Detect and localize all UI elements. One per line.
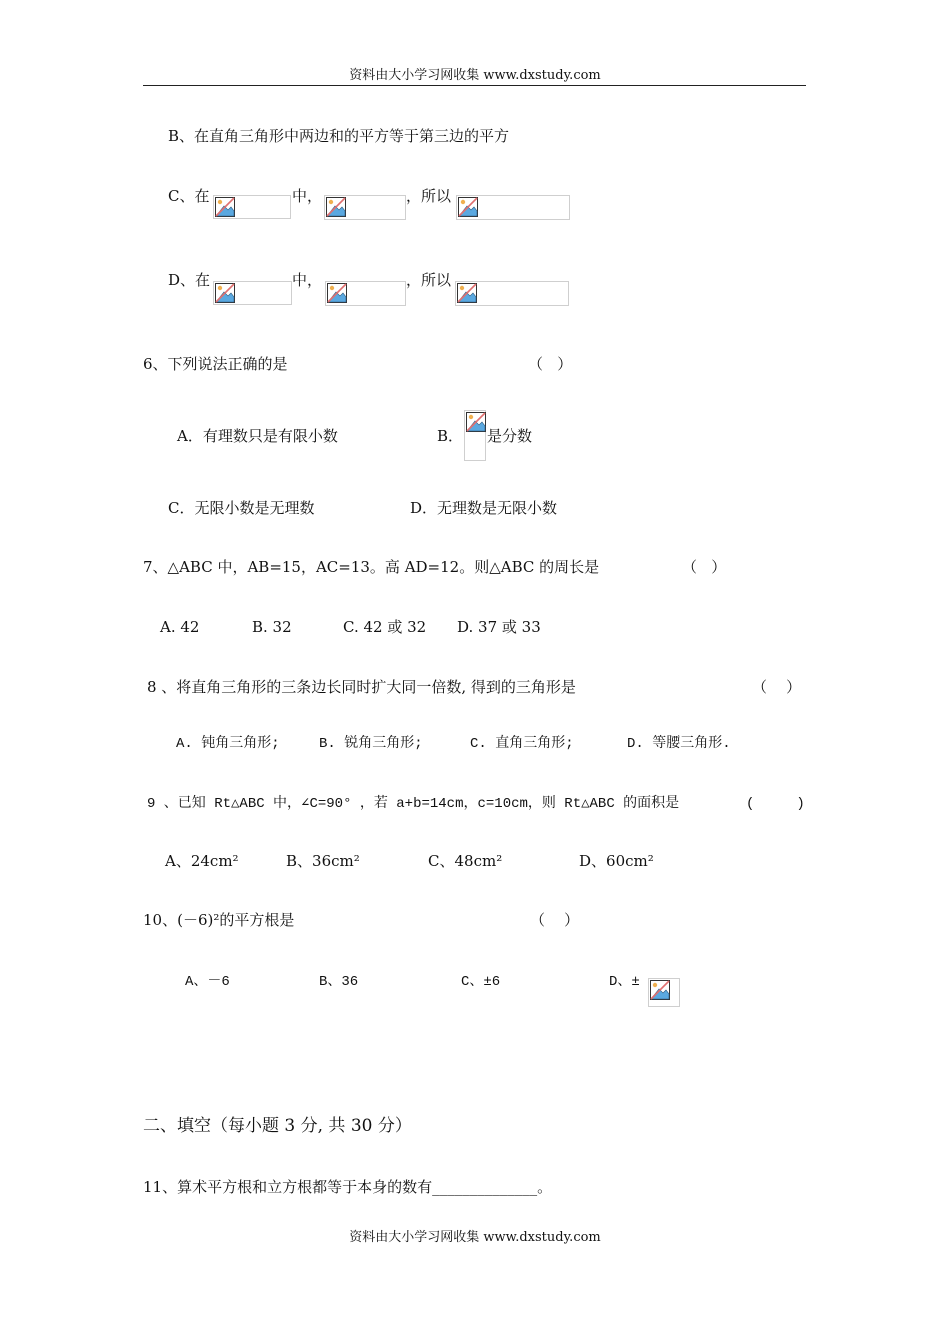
q10-option-c: C、±6 bbox=[461, 974, 501, 990]
q6-option-d: D．无理数是无限小数 bbox=[410, 499, 558, 517]
broken-image-icon bbox=[213, 281, 292, 305]
q10-answer-paren: （ ） bbox=[530, 911, 580, 929]
q10-stem: 10、(－6)²的平方根是 bbox=[143, 911, 295, 929]
q5-d-text: 中， bbox=[292, 271, 323, 289]
q10-option-a: A、－6 bbox=[185, 974, 230, 990]
q9-answer-paren: ( ) bbox=[746, 796, 805, 812]
broken-image-icon bbox=[324, 195, 406, 220]
q6-option-c: C．无限小数是无理数 bbox=[168, 499, 315, 517]
broken-image-icon bbox=[456, 195, 570, 220]
q8-option-d: D. 等腰三角形. bbox=[627, 736, 731, 752]
q8-stem: 8 、将直角三角形的三条边长同时扩大同一倍数, 得到的三角形是 bbox=[147, 678, 576, 696]
q8-option-a: A. 钝角三角形; bbox=[176, 736, 280, 752]
page-footer: 资料由大小学习网收集 www.dxstudy.com bbox=[349, 1230, 601, 1245]
q6-answer-paren: （ ） bbox=[528, 355, 573, 373]
q7-option-d: D. 37 或 33 bbox=[457, 618, 541, 636]
q5-option-b: B、在直角三角形中两边和的平方等于第三边的平方 bbox=[168, 127, 510, 145]
q9-stem: 9 、已知 Rt△ABC 中，∠C=90° ，若 a+b=14cm，c=10cm，则 Rt△ABC 的面积是 bbox=[147, 796, 680, 812]
q9-option-c: C、48cm² bbox=[428, 852, 503, 870]
q5-option-c-label: C、在 bbox=[168, 187, 210, 205]
q11-stem: 11、算术平方根和立方根都等于本身的数有______________。 bbox=[143, 1178, 553, 1196]
q7-answer-paren: （ ） bbox=[682, 558, 727, 576]
q5-c-text: 中， bbox=[292, 187, 323, 205]
q7-option-a: A. 42 bbox=[160, 618, 200, 636]
section-2-heading: 二、填空（每小题 3 分, 共 30 分） bbox=[143, 1116, 412, 1136]
q7-stem: 7、△ABC 中，AB=15，AC=13。高 AD=12。则△ABC 的周长是 bbox=[143, 558, 600, 576]
q8-answer-paren: （ ） bbox=[752, 678, 802, 696]
q7-option-c: C. 42 或 32 bbox=[343, 618, 427, 636]
q5-option-d-label: D、在 bbox=[168, 271, 211, 289]
q5-d-text2: ，所以 bbox=[406, 271, 452, 289]
page-header: 资料由大小学习网收集 www.dxstudy.com bbox=[349, 68, 601, 83]
broken-image-icon bbox=[325, 281, 406, 306]
q7-option-b: B. 32 bbox=[252, 618, 292, 636]
broken-image-icon bbox=[648, 978, 680, 1007]
q5-c-text2: ，所以 bbox=[406, 187, 452, 205]
q10-option-d: D、± bbox=[609, 974, 640, 990]
q6-stem: 6、下列说法正确的是 bbox=[143, 355, 288, 373]
q8-option-b: B. 锐角三角形; bbox=[319, 736, 423, 752]
q6-option-a: A．有理数只是有限小数 bbox=[177, 427, 338, 445]
broken-image-icon bbox=[464, 410, 486, 461]
broken-image-icon bbox=[455, 281, 569, 306]
q10-option-b: B、36 bbox=[319, 974, 359, 990]
q8-option-c: C. 直角三角形; bbox=[470, 736, 574, 752]
q6-option-b: B． bbox=[437, 427, 464, 445]
q6-option-b-text: 是分数 bbox=[487, 427, 533, 445]
header-rule bbox=[143, 85, 806, 86]
q9-option-b: B、36cm² bbox=[286, 852, 360, 870]
q9-option-a: A、24cm² bbox=[165, 852, 239, 870]
q9-option-d: D、60cm² bbox=[579, 852, 654, 870]
broken-image-icon bbox=[213, 195, 291, 219]
